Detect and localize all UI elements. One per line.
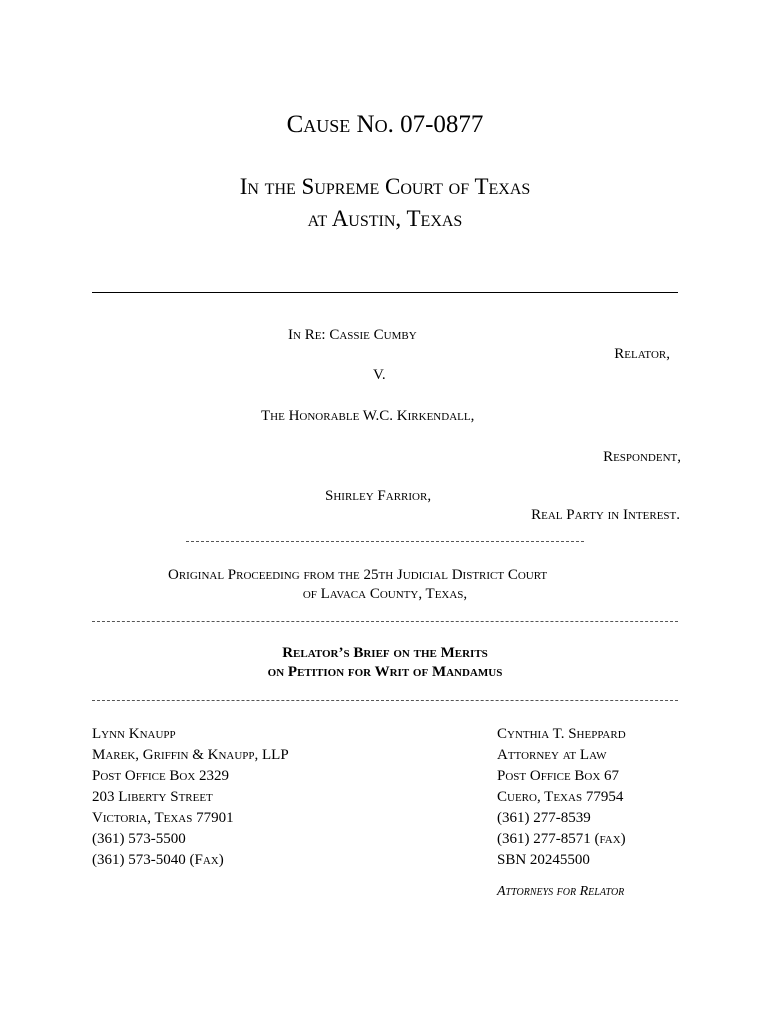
attorney-line: Attorney at Law: [497, 747, 607, 763]
attorney-line: (361) 277-8571 (fax): [497, 831, 626, 847]
proceeding-divider: [92, 621, 678, 622]
respondent-name: The Honorable W.C. Kirkendall,: [261, 408, 475, 424]
attorney-line: Victoria, Texas 77901: [92, 810, 234, 826]
relator-role: Relator,: [614, 346, 670, 362]
attorneys-designation: Attorneys for Relator: [497, 884, 625, 899]
brief-title: Relator’s Brief on the Merits: [282, 645, 488, 661]
cause-number: Cause No. 07-0877: [286, 111, 484, 138]
attorney-line: Post Office Box 2329: [92, 768, 230, 784]
attorney-line: Marek, Griffin & Knaupp, LLP: [92, 747, 289, 763]
attorney-line: 203 Liberty Street: [92, 789, 213, 805]
real-party-role: Real Party in Interest.: [531, 507, 680, 523]
attorney-line: (361) 573-5040 (Fax): [92, 852, 224, 868]
court-name: In the Supreme Court of Texas: [239, 174, 531, 199]
attorney-line: SBN 20245500: [497, 852, 590, 868]
parties-divider: [186, 541, 584, 542]
attorney-line: Cuero, Texas 77954: [497, 789, 624, 805]
attorney-line: Lynn Knaupp: [92, 726, 176, 742]
versus-label: V.: [373, 367, 386, 383]
in-re-party: In Re: Cassie Cumby: [288, 327, 417, 343]
attorney-block-left: [92, 724, 289, 871]
attorney-line: (361) 277-8539: [497, 810, 591, 826]
court-location: at Austin, Texas: [307, 206, 463, 231]
attorney-line: Post Office Box 67: [497, 768, 620, 784]
attorney-line: (361) 573-5500: [92, 831, 186, 847]
attorney-line: Cynthia T. Sheppard: [497, 726, 626, 742]
respondent-role: Respondent,: [603, 449, 681, 465]
attorney-block-right: [497, 724, 626, 871]
header-divider: [92, 292, 678, 293]
proceeding-origin: Original Proceeding from the 25th Judicial District Court: [168, 567, 548, 583]
title-divider: [92, 700, 678, 701]
brief-subtitle: on Petition for Writ of Mandamus: [267, 664, 503, 680]
real-party-name: Shirley Farrior,: [325, 488, 432, 504]
proceeding-county: of Lavaca County, Texas,: [302, 586, 468, 602]
